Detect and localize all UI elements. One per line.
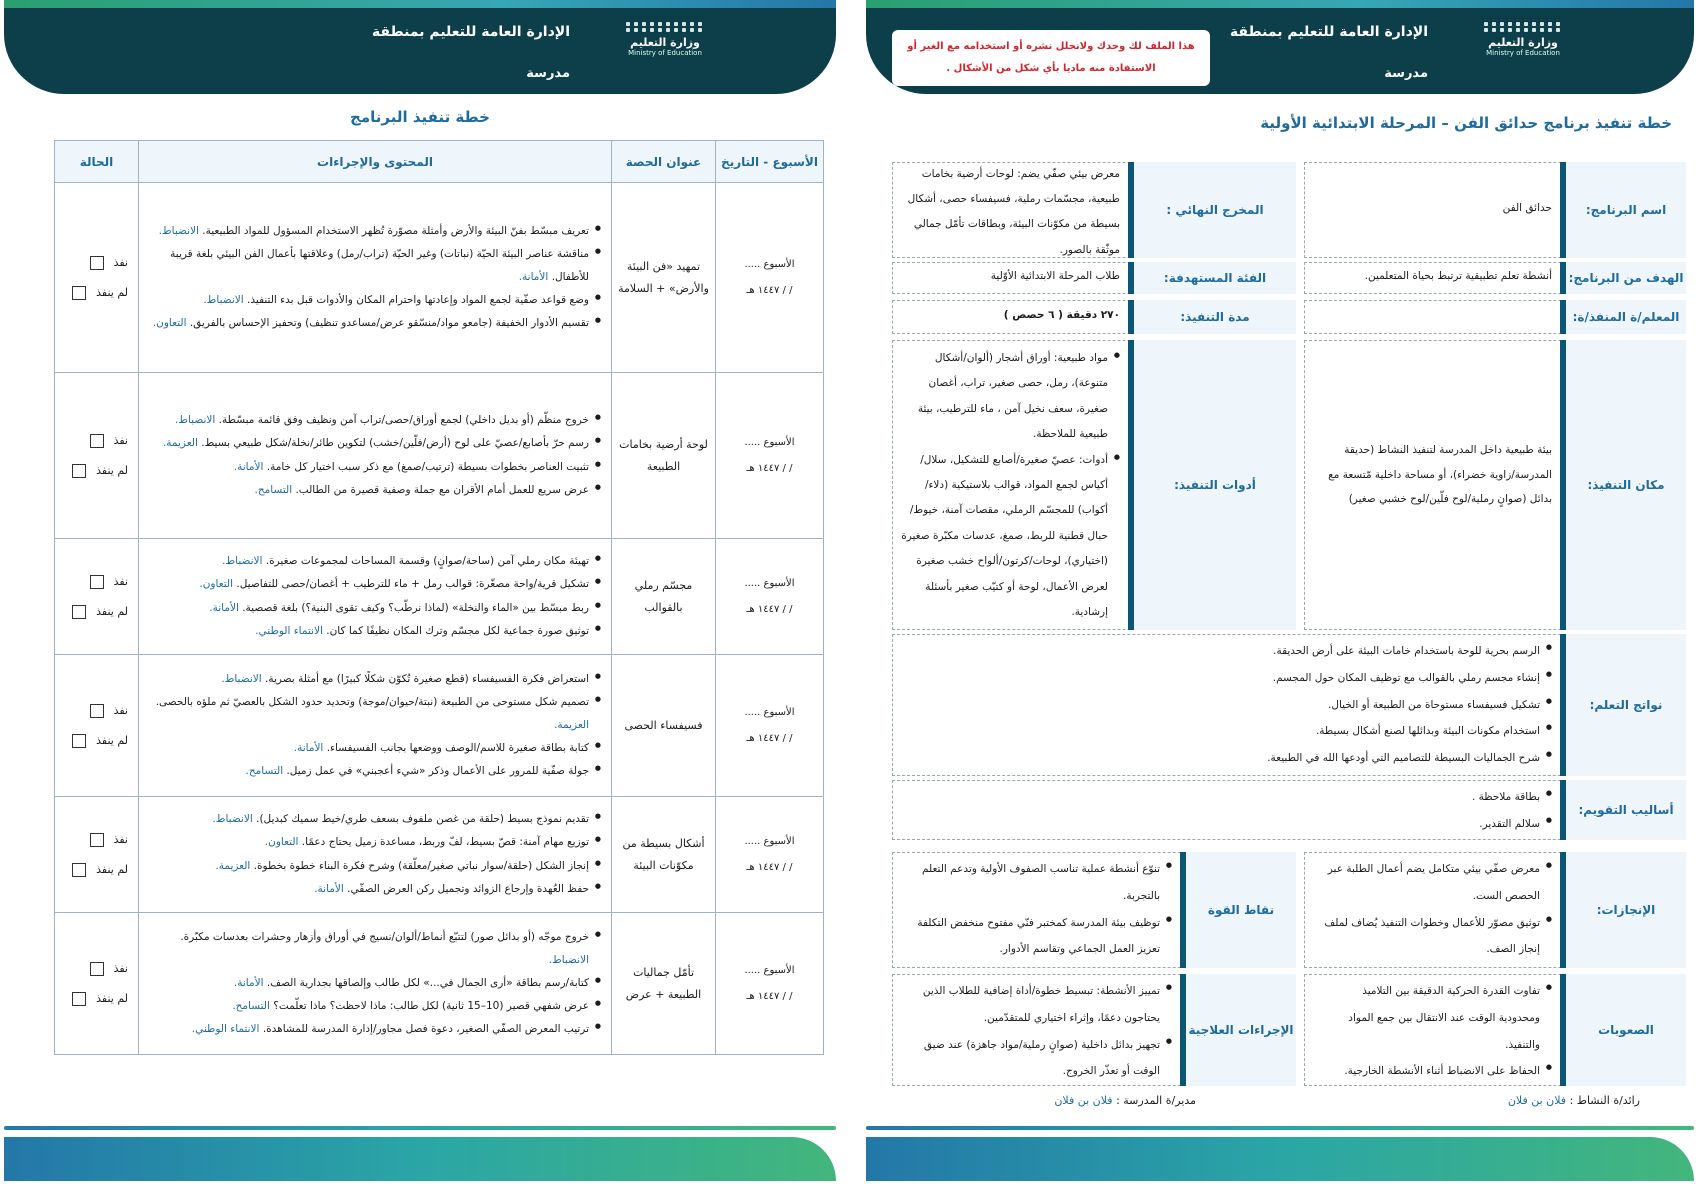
list-item: ● تشكيل فسيفساء مستوحاة من الطبيعة أو الخيال. bbox=[912, 692, 1552, 719]
list-item: ● تنوّع أنشطة عملية تناسب الصفوف الأولية وتدعم التعلم بالتجربة. bbox=[900, 856, 1172, 910]
list-item: ● استعراض فكرة الفسيفساء (قطع صغيرة تُكوّن شكلًا كبيرًا) مع أمثلة بصرية. الانضباط. bbox=[147, 668, 601, 691]
remedial-list bbox=[900, 978, 1172, 1085]
checkbox-not-done[interactable] bbox=[72, 734, 86, 748]
duration-value: ٢٧٠ دقيقة ( ٦ حصص ) bbox=[1003, 309, 1120, 321]
list-item: ● أدوات: عصيّ صغيرة/أصابع للتشكيل، سلال/أكياس لجمع المواد، قوالب بلاستيكية (دلاء/أكواب) للمجسّم الرملي، مقصات آمنة، خيوط/حبال قطنية للربط، صمغ، عدسات مكبّرة صغيرة (اختياري)، لوحات/كرتون/ألواح خشب صغيرة لعرض الأعمال، لوحة أو كتيّب صغير بأسئلة إرشادية. bbox=[900, 448, 1120, 626]
table-row bbox=[55, 373, 824, 539]
page-title: خطة تنفيذ برنامج حدائق الفن – المرحلة الابتدائية الأولية bbox=[1260, 114, 1672, 132]
week-date-cell: الأسبوع ..... / / ١٤٤٧ هـ bbox=[716, 539, 824, 655]
status-cell bbox=[55, 373, 139, 539]
list-item: ● جولة صفّية للمرور على الأعمال وذكر «شيء أعجبني» في عمل زميل. التسامح. bbox=[147, 760, 601, 783]
final-output-value: معرض بيئي صفّي يضم: لوحات أرضية بخامات طبيعية، مجسّمات رملية، فسيفساء حصى، أشكال بسيطة من مكوّنات البيئة، وبطاقات تأمّل جمالي موثّقة بالصور. bbox=[907, 168, 1120, 256]
week-date-cell: الأسبوع ..... / / ١٤٤٧ هـ bbox=[716, 913, 824, 1055]
list-item: ● خروج منظّم (أو بديل داخلي) لجمع أوراق/حصى/تراب آمن ونظيف وفق قائمة مبسّطة. الانضباط. bbox=[147, 409, 601, 432]
goal-label: الهدف من البرنامج: bbox=[1560, 262, 1686, 294]
list-item: ● عرض سريع للعمل أمام الأقران مع جملة وصفية قصيرة من الطالب. التسامح. bbox=[147, 479, 601, 502]
value-tag: العزيمة. bbox=[162, 437, 198, 450]
col-week: الأسبوع - التاريخ bbox=[716, 141, 824, 183]
tools-label: أدوات التنفيذ: bbox=[1128, 340, 1296, 630]
footer-line bbox=[4, 1126, 836, 1130]
list-item: ● ترتيب المعرض الصفّي الصغير، دعوة فصل مجاور/إدارة المدرسة للمشاهدة. الانتماء الوطني. bbox=[147, 1018, 601, 1041]
checkbox-not-done[interactable] bbox=[72, 286, 86, 300]
value-tag: الأمانة. bbox=[293, 742, 324, 755]
list-item: ● تفاوت القدرة الحركية الدقيقة بين التلاميذ ومحدودية الوقت عند الانتقال بين جمع المواد والتنفيذ. bbox=[1320, 978, 1552, 1058]
value-tag: الانضباط. bbox=[174, 414, 216, 427]
place-label: مكان التنفيذ: bbox=[1560, 340, 1686, 630]
list-item: ● الرسم بحرية للوحة باستخدام خامات البيئة على أرض الحديقة. bbox=[912, 638, 1552, 665]
table-row bbox=[55, 655, 824, 797]
header-accent-bar bbox=[4, 0, 836, 8]
checkbox-done[interactable] bbox=[90, 575, 104, 589]
status-cell bbox=[55, 539, 139, 655]
col-status: الحالة bbox=[55, 141, 139, 183]
status-cell bbox=[55, 655, 139, 797]
footer-band bbox=[866, 1137, 1694, 1181]
list-item: ● بطاقة ملاحظة . bbox=[912, 784, 1552, 811]
list-item: ● تجهيز بدائل داخلية (صوانٍ رملية/مواد جاهزة) عند ضيق الوقت أو تعذّر الخروج. bbox=[900, 1032, 1172, 1086]
principal-signature: مدير/ة المدرسة : فلان بن فلان bbox=[1054, 1094, 1196, 1107]
status-option-not-done: لم ينفذ bbox=[65, 286, 128, 300]
list-item: ● خروج موجّه (أو بدائل صور) لتتبّع أنماط/ألوان/نسيج في أوراق وأزهار وحشرات بعدسات مكبّرة. الانضباط. bbox=[147, 926, 601, 972]
value-tag: العزيمة. bbox=[554, 718, 589, 731]
col-content: المحتوى والإجراءات bbox=[139, 141, 612, 183]
table-row bbox=[55, 797, 824, 913]
week-date-cell: الأسبوع ..... / / ١٤٤٧ هـ bbox=[716, 797, 824, 913]
list-item: ● تقديم نموذج بسيط (حلقة من غصن ملفوف بسعف طري/خيط سميك كبديل). الانضباط. bbox=[147, 808, 601, 831]
region-title: الإدارة العامة للتعليم بمنطقة bbox=[371, 24, 570, 40]
status-option-not-done: لم ينفذ bbox=[65, 734, 128, 748]
week-date-cell: الأسبوع ..... / / ١٤٤٧ هـ bbox=[716, 655, 824, 797]
list-item: ● مناقشة عناصر البيئة الحيّة (نباتات) وغير الحيّة (تراب/رمل) وعلاقتها بأعمال الفن البيئي بلغة قريبة للأطفال. الأمانة. bbox=[147, 243, 601, 289]
assessment-label: أساليب التقويم: bbox=[1560, 780, 1686, 840]
outcomes-label: نواتج التعلم: bbox=[1560, 634, 1686, 776]
page-title: خطة تنفيذ البرنامج bbox=[350, 108, 490, 126]
list-item: ● استخدام مكونات البيئة وبدائلها لصنع أشكال بسيطة. bbox=[912, 718, 1552, 745]
list-item: ● كتابة/رسم بطاقة «أرى الجمال في...» لكل طالب وإلصاقها بجدارية الصف. الأمانة. bbox=[147, 972, 601, 995]
content-cell bbox=[139, 655, 612, 797]
list-item: ● توظيف بيئة المدرسة كمختبر فنّي مفتوح منخفض التكلفة تعزيز العمل الجماعي وتقاسم الأدوار. bbox=[900, 910, 1172, 964]
status-option-done: نفذ bbox=[65, 575, 128, 589]
status-option-done: نفذ bbox=[65, 704, 128, 718]
remedial-label: الإجراءات العلاجية bbox=[1180, 974, 1296, 1086]
footer-band bbox=[4, 1137, 836, 1181]
list-item: ● ربط مبسّط بين «الماء والنخلة» (لماذا نرطّب؟ وكيف تقوى البنية؟) بلغة قصصية. الأمانة. bbox=[147, 597, 601, 620]
place-value: بيئة طبيعية داخل المدرسة لتنفيذ النشاط (حديقة المدرسة/زاوية خضراء)، أو مساحة داخلية مّتسعة مع بدائل (صوانٍ رملية/لوح فلّين/لوح خشبي صغير) bbox=[1328, 444, 1552, 506]
status-option-done: نفذ bbox=[65, 434, 128, 448]
value-tag: الانتماء الوطني. bbox=[255, 624, 323, 637]
list-item: ● تمييز الأنشطة: تبسيط خطوة/أداة إضافية للطلاب الذين يحتاجون دعمًا، وإثراء اختياري للمتقدّمين. bbox=[900, 978, 1172, 1032]
status-option-done: نفذ bbox=[65, 256, 128, 270]
execution-table bbox=[54, 140, 824, 1055]
achievements-list bbox=[1320, 856, 1552, 963]
lesson-title: تمهيد «فن البيئة والأرض» + السلامة bbox=[612, 183, 716, 373]
difficulties-list bbox=[1320, 978, 1552, 1085]
left-page bbox=[0, 0, 840, 1184]
outcomes-list bbox=[912, 638, 1552, 772]
list-item: ● تقسيم الأدوار الخفيفة (جامعو مواد/منسّقو عرض/مساعدو تنظيف) وتحفيز الإحساس بالفريق. التعاون. bbox=[147, 312, 601, 335]
program-name-value: حدائق الفن bbox=[1502, 202, 1552, 214]
value-tag: الانضباط. bbox=[222, 555, 263, 568]
difficulties-label: الصعوبات bbox=[1560, 974, 1686, 1086]
content-cell bbox=[139, 797, 612, 913]
lesson-title: لوحة أرضية بخامات الطبيعة bbox=[612, 373, 716, 539]
checkbox-not-done[interactable] bbox=[72, 605, 86, 619]
list-item: ● تهيئة مكان رملي آمن (ساحة/صوانٍ) وقسمة المساحات لمجموعات صغيرة. الانضباط. bbox=[147, 550, 601, 573]
ministry-logo: وزارة التعليم Ministry of Education bbox=[1478, 22, 1568, 80]
status-option-not-done: لم ينفذ bbox=[65, 863, 128, 877]
value-tag: العزيمة. bbox=[215, 859, 251, 872]
status-option-not-done: لم ينفذ bbox=[65, 464, 128, 478]
status-cell bbox=[55, 913, 139, 1055]
teacher-label: المعلم/ة المنفذ/ة: bbox=[1560, 300, 1686, 334]
content-cell bbox=[139, 373, 612, 539]
list-item: ● كتابة بطاقة صغيرة للاسم/الوصف ووضعها بجانب الفسيفساء. الأمانة. bbox=[147, 737, 601, 760]
table-row bbox=[55, 539, 824, 655]
header bbox=[866, 8, 1694, 94]
checkbox-not-done[interactable] bbox=[72, 464, 86, 478]
checkbox-done[interactable] bbox=[90, 434, 104, 448]
goal-value: أنشطة تعلم تطبيقية ترتبط بحياة المتعلمين. bbox=[1364, 270, 1552, 282]
list-item: ● رسم حرّ بأصابع/عصيّ على لوح (أرض/فلّين/خشب) لتكوين طائر/نخلة/شكل طبيعي بسيط. العزيمة. bbox=[147, 432, 601, 455]
content-cell bbox=[139, 183, 612, 373]
copyright-warning: هذا الملف لك وحدك ولانحلل نشره أو استخدامه مع الغير أو الاستفادة منه ماديا بأي شكل من الأشكال . bbox=[892, 30, 1210, 86]
value-tag: الانضباط. bbox=[203, 294, 244, 307]
value-tag: الأمانة. bbox=[518, 270, 549, 283]
list-item: ● سلالم التقدير. bbox=[912, 811, 1552, 838]
value-tag: الانضباط. bbox=[548, 953, 589, 966]
list-item: ● تشكيل قرية/واحة مصغّرة: قوالب رمل + ماء للترطيب + أغصان/حصى للتفاصيل. التعاون. bbox=[147, 573, 601, 596]
value-tag: الانضباط. bbox=[158, 224, 199, 237]
ministry-logo: وزارة التعليم Ministry of Education bbox=[620, 22, 710, 80]
table-row bbox=[55, 183, 824, 373]
list-item: ● توثيق صورة جماعية لكل مجسّم وترك المكان نظيفًا كما كان. الانتماء الوطني. bbox=[147, 620, 601, 643]
footer-line bbox=[866, 1126, 1694, 1130]
checkbox-not-done[interactable] bbox=[72, 992, 86, 1006]
target-value: طلاب المرحلة الابتدائية الأوّلية bbox=[990, 270, 1120, 282]
status-cell bbox=[55, 797, 139, 913]
value-tag: التعاون. bbox=[264, 836, 299, 849]
lesson-title: أشكال بسيطة من مكوّنات البيئة bbox=[612, 797, 716, 913]
status-option-not-done: لم ينفذ bbox=[65, 605, 128, 619]
value-tag: الأمانة. bbox=[233, 976, 264, 989]
header bbox=[4, 8, 836, 94]
checkbox-done[interactable] bbox=[90, 256, 104, 270]
strengths-label: نقاط القوة bbox=[1180, 852, 1296, 968]
status-option-not-done: لم ينفذ bbox=[65, 992, 128, 1006]
content-cell bbox=[139, 913, 612, 1055]
duration-label: مدة التنفيذ: bbox=[1128, 300, 1296, 334]
value-tag: التسامح. bbox=[245, 765, 284, 778]
lesson-title: مجسّم رملي بالقوالب bbox=[612, 539, 716, 655]
col-lesson: عنوان الحصة bbox=[612, 141, 716, 183]
header-accent-bar bbox=[866, 0, 1694, 8]
assessment-list bbox=[912, 784, 1552, 838]
list-item: ● عرض شفهي قصير (10–15 ثانية) لكل طالب: ماذا لاحظت؟ ماذا تعلّمت؟ التسامح. bbox=[147, 995, 601, 1018]
week-date-cell: الأسبوع ..... / / ١٤٤٧ هـ bbox=[716, 373, 824, 539]
content-cell bbox=[139, 539, 612, 655]
list-item: ● شرح الجماليات البسيطة للتصاميم التي أودعها الله في الطبيعة. bbox=[912, 745, 1552, 772]
right-page bbox=[862, 0, 1698, 1184]
achievements-label: الإنجازات: bbox=[1560, 852, 1686, 968]
list-item: ● معرض صفّي بيئي متكامل يضم أعمال الطلبة عبر الحصص الست. bbox=[1320, 856, 1552, 910]
program-name-label: اسم البرنامج: bbox=[1560, 162, 1686, 258]
status-option-done: نفذ bbox=[65, 962, 128, 976]
list-item: ● وضع قواعد صفّية لجمع المواد وإعادتها واحترام المكان والأدوات قبل بدء التنفيذ. الانضباط. bbox=[147, 289, 601, 312]
checkbox-done[interactable] bbox=[90, 704, 104, 718]
checkbox-not-done[interactable] bbox=[72, 863, 86, 877]
value-tag: التسامح. bbox=[232, 1000, 270, 1013]
list-item: ● توزيع مهام آمنة: قصّ بسيط، لفّ وربط، مساعدة زميل يحتاج دعمًا. التعاون. bbox=[147, 831, 601, 854]
list-item: ● حفظ العُهدة وإرجاع الزوائد وتجميل ركن العرض الصفّي. الأمانة. bbox=[147, 878, 601, 901]
value-tag: التعاون. bbox=[199, 578, 234, 591]
region-title: الإدارة العامة للتعليم بمنطقة bbox=[1229, 24, 1428, 40]
list-item: ● الحفاظ على الانضباط أثناء الأنشطة الخارجية. bbox=[1320, 1058, 1552, 1085]
list-item: ● تثبيت العناصر بخطوات بسيطة (ترتيب/صمغ) مع ذكر سبب اختيار كل خامة. الأمانة. bbox=[147, 456, 601, 479]
value-tag: الأمانة. bbox=[314, 882, 344, 895]
value-tag: التعاون. bbox=[152, 317, 187, 330]
value-tag: الأمانة. bbox=[233, 460, 264, 473]
list-item: ● إنجاز الشكل (حلقة/سوار نباتي صغير/معلّقة) وشرح فكرة البناء خطوة بخطوة. العزيمة. bbox=[147, 855, 601, 878]
value-tag: الأمانة. bbox=[209, 601, 239, 614]
checkbox-done[interactable] bbox=[90, 833, 104, 847]
school-label: مدرسة bbox=[526, 66, 570, 81]
activity-leader-signature: رائد/ة النشاط : فلان بن فلان bbox=[1507, 1094, 1640, 1107]
list-item: ● إنشاء مجسم رملي بالقوالب مع توظيف المكان حول المجسم. bbox=[912, 665, 1552, 692]
table-row bbox=[55, 913, 824, 1055]
value-tag: الانتماء الوطني. bbox=[191, 1023, 260, 1036]
target-label: الفئة المستهدفة: bbox=[1128, 262, 1296, 294]
list-item: ● توثيق مصوّر للأعمال وخطوات التنفيذ يُضاف لملف إنجاز الصف. bbox=[1320, 910, 1552, 964]
week-date-cell: الأسبوع ..... / / ١٤٤٧ هـ bbox=[716, 183, 824, 373]
status-cell bbox=[55, 183, 139, 373]
lesson-title: تأمّل جماليات الطبيعة + عرض bbox=[612, 913, 716, 1055]
status-option-done: نفذ bbox=[65, 833, 128, 847]
value-tag: الانضباط. bbox=[221, 672, 262, 685]
value-tag: التسامح. bbox=[254, 483, 293, 496]
value-tag: الانضباط. bbox=[212, 813, 253, 826]
checkbox-done[interactable] bbox=[90, 962, 104, 976]
list-item: ● تصميم شكل مستوحى من الطبيعة (نبتة/حيوان/موجة) وتحديد حدود الشكل بالعصيّ ثم ملؤه بالحصى. العزيمة. bbox=[147, 691, 601, 737]
strengths-list bbox=[900, 856, 1172, 963]
list-item: ● تعريف مبسّط بفنّ البيئة والأرض وأمثلة مصوّرة تُظهر الاستخدام المسؤول للمواد الطبيعية. الانضباط. bbox=[147, 220, 601, 243]
tools-list bbox=[900, 346, 1120, 625]
list-item: ● مواد طبيعية: أوراق أشجار (ألوان/أشكال متنوعة)، رمل، حصى صغير، تراب، أغصان صغيرة، سعف نخيل آمن ، ماء للترطيب، بيئة طبيعية للملاحظة. bbox=[900, 346, 1120, 448]
school-label: مدرسة bbox=[1384, 66, 1428, 81]
final-output-label: المخرج النهائي : bbox=[1128, 162, 1296, 258]
lesson-title: فسيفساء الحصى bbox=[612, 655, 716, 797]
